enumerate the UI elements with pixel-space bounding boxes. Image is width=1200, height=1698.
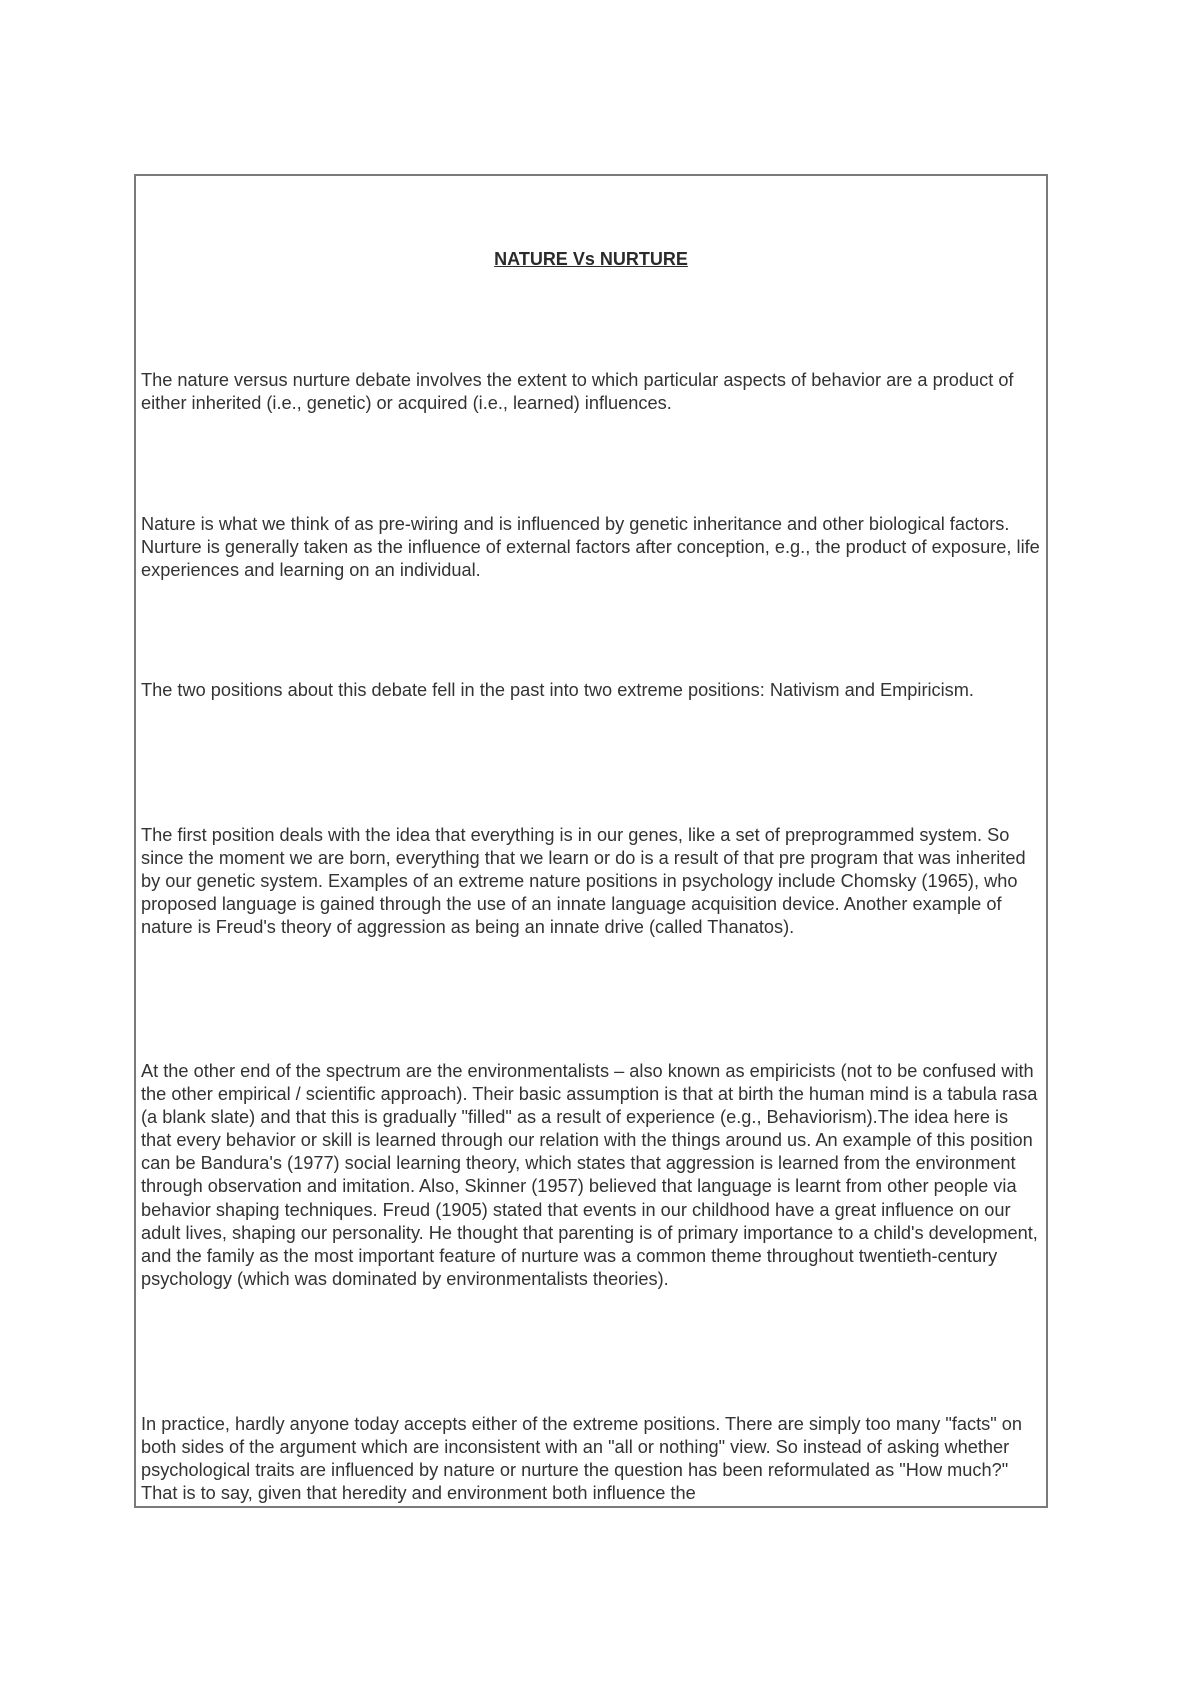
document-frame bbox=[134, 174, 1048, 1508]
paragraph-empiricism: At the other end of the spectrum are the environmentalists – also known as empiricists (not to be confused with the other empirical / scientific approach). Their basic assumption is that at birth the human mind is a tabula rasa (a blank slate) and that this is gradually "filled" as a result of experience (e.g., Behaviorism).The idea here is that every behavior or skill is learned through our relation with the things around us. An example of this position can be Bandura's (1977) social learning theory, which states that aggression is learned from the environment through observation and imitation. Also, Skinner (1957) believed that language is learnt from other people via behavior shaping techniques. Freud (1905) stated that events in our childhood have a great influence on our adult lives, shaping our personality. He thought that parenting is of primary importance to a child's development, and the family as the most important feature of nurture was a common theme throughout twentieth-century psychology (which was dominated by environmentalists theories). bbox=[141, 1061, 1038, 1289]
paragraph-in-practice: In practice, hardly anyone today accepts either of the extreme positions. There are simply too many "facts" on both sides of the argument which are inconsistent with an "all or nothing" view. So instead of asking whether psychological traits are influenced by nature or nurture the question has been reformulated as "How much?" That is to say, given that heredity and environment both influence the bbox=[141, 1414, 1022, 1504]
document-title: NATURE Vs NURTURE bbox=[494, 249, 688, 269]
paragraph-definitions: Nature is what we think of as pre-wiring and is influenced by genetic inheritance and other biological factors. Nurture is generally taken as the influence of external factors after conception, e.g., the product of exposure, life experiences and learning on an individual. bbox=[141, 514, 1040, 581]
paragraph-nativism: The first position deals with the idea that everything is in our genes, like a set of preprogrammed system. So since the moment we are born, everything that we learn or do is a result of that pre program that was inherited by our genetic system. Examples of an extreme nature positions in psychology include Chomsky (1965), who proposed language is gained through the use of an innate language acquisition device. Another example of nature is Freud's theory of aggression as being an innate drive (called Thanatos). bbox=[141, 825, 1026, 938]
paragraph-intro: The nature versus nurture debate involves the extent to which particular aspects of behavior are a product of either inherited (i.e., genetic) or acquired (i.e., learned) influences. bbox=[141, 370, 1014, 414]
paragraph-positions: The two positions about this debate fell in the past into two extreme positions: Nativism and Empiricism. bbox=[141, 680, 974, 700]
